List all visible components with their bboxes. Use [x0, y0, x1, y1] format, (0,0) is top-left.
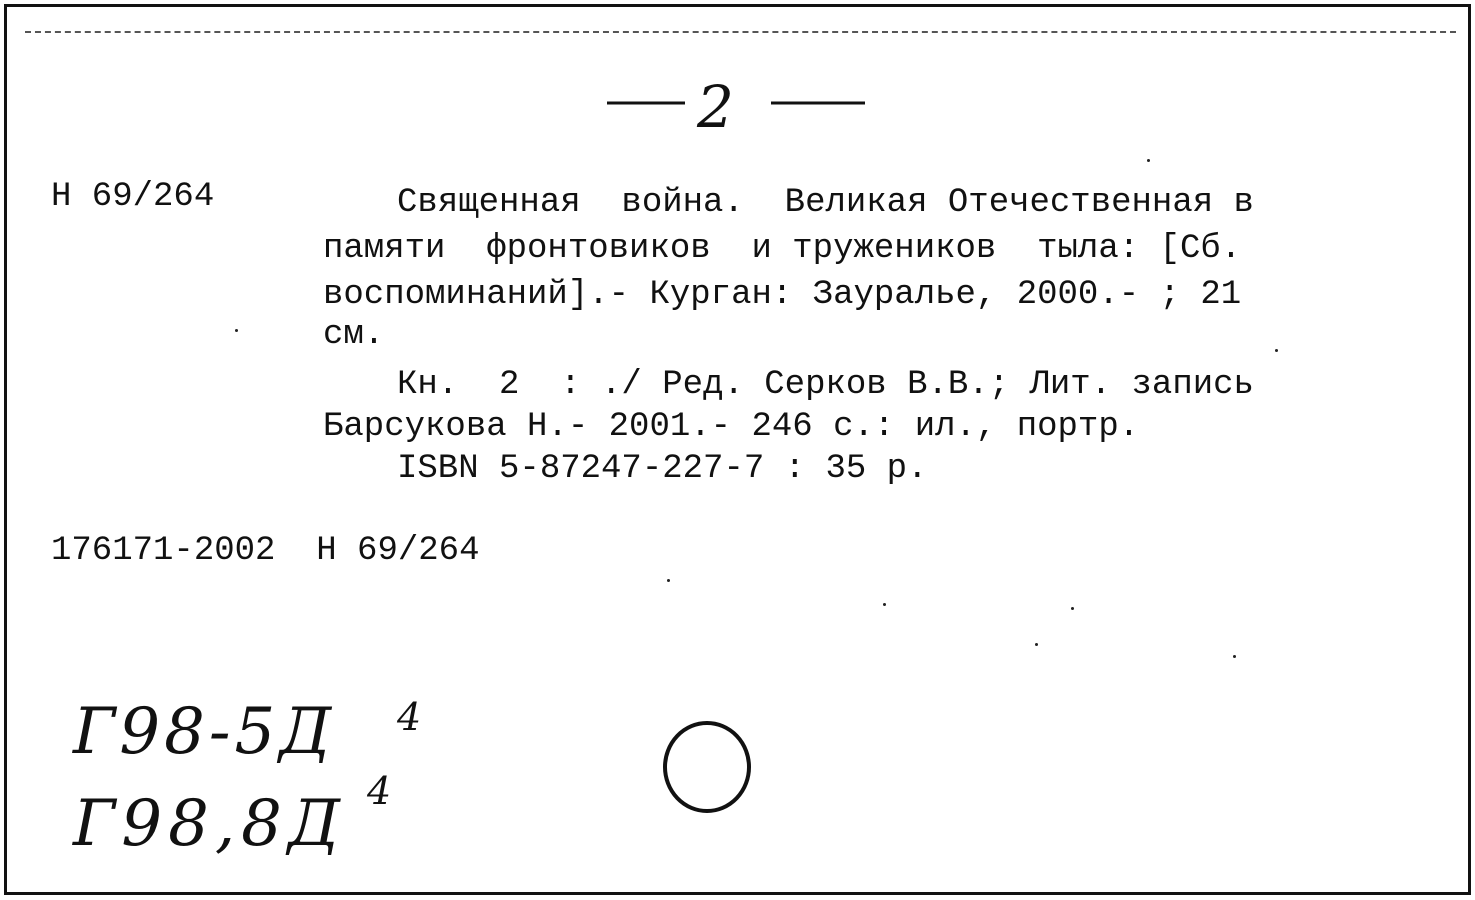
accession-number: 176171-2002 Н 69/264 [51, 532, 480, 570]
shelf-mark: Н 69/264 [51, 178, 215, 216]
title-line-3: воспоминаний].- Курган: Зауралье, 2000.- ; 21 [323, 276, 1242, 314]
handwritten-sup-2: 4 [367, 769, 392, 813]
card-number-dashes [603, 97, 873, 137]
handwritten-code-2: Г98,8Д [73, 787, 346, 861]
card-number: 2 [697, 73, 734, 141]
title-line-2: памяти фронтовиков и тружеников тыла: [Сб. [323, 230, 1242, 268]
scan-speck [1275, 349, 1278, 352]
handwritten-code-1: Г98-5Д [73, 695, 336, 769]
scan-speck [883, 603, 886, 606]
punch-hole-circle [659, 719, 759, 819]
scan-speck [1071, 607, 1074, 610]
title-line-4: см. [323, 316, 385, 354]
volume-line-1: Кн. 2 : ./ Ред. Серков В.В.; Лит. запись [397, 366, 1254, 404]
scan-speck [235, 329, 238, 332]
isbn-line: ISBN 5-87247-227-7 : 35 р. [397, 450, 928, 488]
handwritten-sup-1: 4 [397, 695, 422, 739]
title-line-1: Священная война. Великая Отечественная в [397, 184, 1254, 222]
scan-speck [1035, 643, 1038, 646]
catalog-card [4, 4, 1471, 895]
top-dashed-rule [25, 31, 1456, 33]
scan-speck [1147, 159, 1150, 162]
volume-line-2: Барсукова Н.- 2001.- 246 с.: ил., портр. [323, 408, 1140, 446]
scan-speck [1233, 655, 1236, 658]
scan-speck [667, 579, 670, 582]
